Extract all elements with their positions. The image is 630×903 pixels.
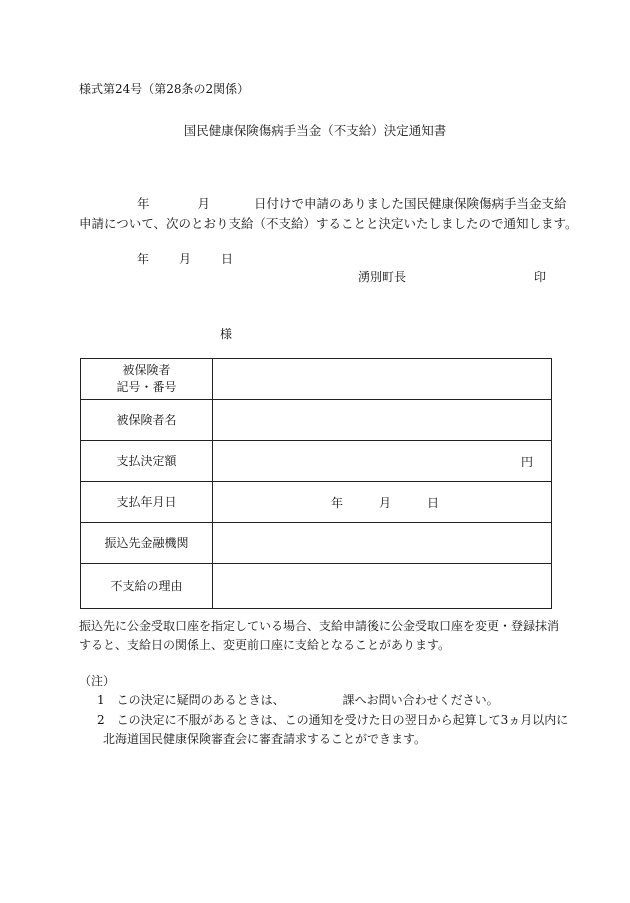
issue-month: 月 (179, 252, 192, 266)
insured-number-field[interactable] (213, 359, 552, 400)
table-row-payment-date (81, 482, 552, 523)
amount-label: 支払決定額 (81, 441, 213, 482)
payment-year: 年 (331, 496, 344, 510)
transfer-note-line-1: 振込先に公金受取口座を指定している場合、支給申請後に公金受取口座を変更・登録抹消 (79, 619, 560, 633)
intro-text-1: 日付けで申請のありました国民健康保険傷病手当金支給 (254, 196, 567, 211)
reason-label: 不支給の理由 (81, 564, 213, 609)
issue-year: 年 (137, 252, 150, 266)
note-item-1: 1 この決定に疑問のあるときは、 課へお問い合わせください。 (97, 693, 499, 707)
intro-month: 月 (197, 196, 211, 211)
table-row-reason (81, 564, 552, 609)
transfer-note-line-2: すると、支給日の関係上、変更前口座に支給となることがあります。 (79, 638, 451, 652)
recipient-honorific: 様 (220, 327, 233, 341)
table-row-insured-name (81, 400, 552, 441)
bank-label: 振込先金融機関 (81, 523, 213, 564)
seal-mark: 印 (534, 270, 547, 284)
payment-date-field[interactable] (213, 482, 552, 523)
insured-name-label: 被保険者名 (81, 400, 213, 441)
notes-heading: （注） (79, 674, 116, 688)
payment-date-label: 支払年月日 (81, 482, 213, 523)
document-title: 国民健康保険傷病手当金（不支給）決定通知書 (183, 123, 447, 138)
note-item-2-line-1: 2 この決定に不服があるときは、この通知を受けた日の翌日から起算して3ヵ月以内に (97, 713, 569, 727)
payment-month: 月 (379, 496, 392, 510)
table-row-insured-number (81, 359, 552, 400)
amount-field[interactable] (213, 441, 552, 482)
intro-year: 年 (137, 196, 150, 211)
issuer-name: 湧別町長 (358, 270, 407, 284)
table-row-bank (81, 523, 552, 564)
form-number: 様式第24号（第28条の2関係） (79, 82, 250, 96)
intro-line-2: 申請について、次のとおり支給（不支給）することと決定いたしましたので通知します。 (79, 216, 578, 231)
insured-number-label: 被保険者 記号・番号 (81, 359, 213, 400)
yen-unit: 円 (520, 455, 533, 469)
table-row-amount (81, 441, 552, 482)
issue-date (79, 250, 233, 267)
note-item-2-line-2: 北海道国民健康保険審査会に審査請求することができます。 (103, 732, 427, 746)
intro-line-1 (79, 194, 567, 212)
reason-field[interactable] (213, 564, 552, 609)
bank-field[interactable] (213, 523, 552, 564)
insured-name-field[interactable] (213, 400, 552, 441)
decision-table (80, 358, 552, 609)
payment-day: 日 (427, 496, 440, 510)
issue-day: 日 (221, 252, 234, 266)
